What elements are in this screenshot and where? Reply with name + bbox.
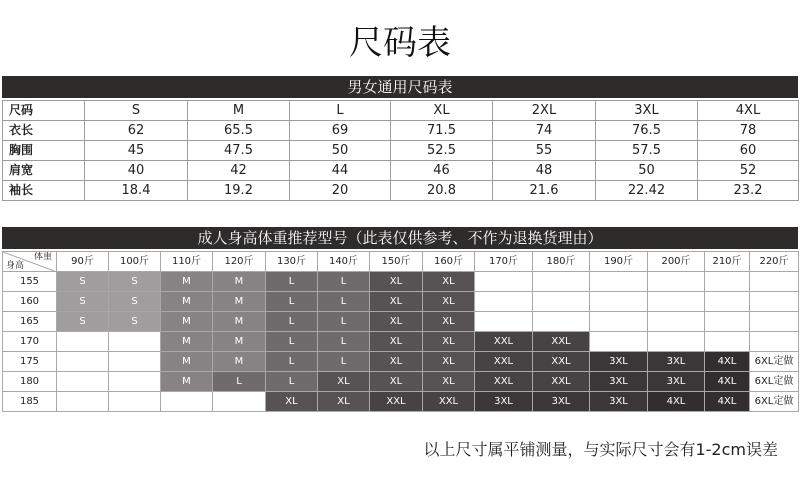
measurement-label: 胸围: [3, 141, 85, 161]
recommended-size-cell: 6XL定做: [750, 372, 799, 392]
recommended-size-cell: [705, 292, 750, 312]
measurement-value: 19.2: [188, 181, 290, 201]
recommended-size-cell: XL: [423, 352, 475, 372]
recommended-size-cell: XXL: [475, 332, 533, 352]
recommended-size-cell: [57, 352, 109, 372]
corner-weight-label: 体重: [33, 252, 52, 262]
measurement-value: 76.5: [596, 121, 698, 141]
recommended-size-cell: L: [318, 272, 370, 292]
recommended-size-cell: [590, 272, 648, 292]
corner-height-label: 身高: [6, 261, 25, 271]
measurement-value: 45: [85, 141, 188, 161]
measurement-row: [3, 141, 799, 161]
size-table-header: 男女通用尺码表: [2, 76, 798, 98]
recommended-size-cell: XL: [266, 392, 318, 412]
recommended-size-cell: [57, 372, 109, 392]
measurement-value: 40: [85, 161, 188, 181]
corner-cell: [3, 252, 57, 272]
recommended-size-cell: [109, 352, 161, 372]
recommended-size-cell: [750, 332, 799, 352]
recommended-size-cell: [213, 392, 266, 412]
measurement-value: 46: [391, 161, 493, 181]
measurement-value: 23.2: [698, 181, 799, 201]
recommended-size-cell: 4XL: [705, 372, 750, 392]
weight-column-header: 100斤: [109, 252, 161, 272]
recommended-size-cell: [705, 272, 750, 292]
recommended-size-cell: 3XL: [533, 392, 590, 412]
recommended-size-cell: [750, 292, 799, 312]
recommended-size-cell: 4XL: [705, 352, 750, 372]
recommended-size-cell: M: [213, 272, 266, 292]
recommended-size-cell: 3XL: [475, 392, 533, 412]
recommended-size-cell: [533, 272, 590, 292]
recommended-size-cell: [475, 292, 533, 312]
recommended-size-cell: [475, 312, 533, 332]
measurement-value: 48: [493, 161, 596, 181]
recommended-size-cell: XXL: [533, 372, 590, 392]
recommendation-table: [2, 251, 799, 412]
recommended-size-cell: XL: [423, 332, 475, 352]
recommended-size-cell: XL: [370, 292, 423, 312]
recommended-size-cell: [750, 312, 799, 332]
recommended-size-cell: [705, 332, 750, 352]
recommended-size-cell: 3XL: [590, 372, 648, 392]
recommended-size-cell: XL: [318, 392, 370, 412]
height-row: [3, 352, 799, 372]
measurement-row: [3, 121, 799, 141]
recommended-size-cell: M: [161, 372, 213, 392]
recommended-size-cell: M: [161, 312, 213, 332]
measurement-value: 78: [698, 121, 799, 141]
size-column-header: L: [290, 101, 391, 121]
recommendation-table-header: 成人身高体重推荐型号（此表仅供参考、不作为退换货理由）: [2, 227, 798, 249]
recommended-size-cell: L: [266, 352, 318, 372]
measurement-value: 55: [493, 141, 596, 161]
height-row: [3, 312, 799, 332]
height-row: [3, 372, 799, 392]
recommended-size-cell: S: [57, 312, 109, 332]
height-label: 170: [3, 332, 57, 352]
recommended-size-cell: [533, 312, 590, 332]
weight-row: [3, 252, 799, 272]
measurement-value: 47.5: [188, 141, 290, 161]
recommended-size-cell: [109, 372, 161, 392]
measurement-value: 50: [596, 161, 698, 181]
recommended-size-cell: M: [213, 332, 266, 352]
measurement-value: 52: [698, 161, 799, 181]
weight-column-header: 160斤: [423, 252, 475, 272]
recommended-size-cell: L: [318, 292, 370, 312]
size-column-header: S: [85, 101, 188, 121]
recommended-size-cell: S: [109, 292, 161, 312]
measurement-value: 52.5: [391, 141, 493, 161]
weight-column-header: 140斤: [318, 252, 370, 272]
measurement-label: 肩宽: [3, 161, 85, 181]
height-label: 180: [3, 372, 57, 392]
recommended-size-cell: L: [266, 312, 318, 332]
measurement-value: 62: [85, 121, 188, 141]
height-row: [3, 332, 799, 352]
recommended-size-cell: 4XL: [705, 392, 750, 412]
size-table: [2, 100, 799, 201]
recommended-size-cell: XL: [423, 372, 475, 392]
recommended-size-cell: M: [161, 272, 213, 292]
weight-column-header: 180斤: [533, 252, 590, 272]
measurement-row: [3, 181, 799, 201]
recommended-size-cell: M: [213, 352, 266, 372]
measurement-value: 42: [188, 161, 290, 181]
recommended-size-cell: XXL: [475, 372, 533, 392]
measurement-value: 20: [290, 181, 391, 201]
recommended-size-cell: [648, 292, 705, 312]
recommended-size-cell: [648, 312, 705, 332]
recommended-size-cell: M: [161, 292, 213, 312]
recommended-size-cell: L: [213, 372, 266, 392]
height-label: 155: [3, 272, 57, 292]
recommended-size-cell: 3XL: [590, 392, 648, 412]
height-label: 160: [3, 292, 57, 312]
recommended-size-cell: [109, 392, 161, 412]
recommended-size-cell: XL: [423, 312, 475, 332]
recommended-size-cell: 6XL定做: [750, 352, 799, 372]
height-label: 175: [3, 352, 57, 372]
recommended-size-cell: S: [109, 312, 161, 332]
recommended-size-cell: [590, 312, 648, 332]
height-label: 165: [3, 312, 57, 332]
weight-column-header: 150斤: [370, 252, 423, 272]
measurement-value: 20.8: [391, 181, 493, 201]
recommended-size-cell: L: [318, 312, 370, 332]
recommended-size-cell: [590, 332, 648, 352]
recommended-size-cell: XXL: [475, 352, 533, 372]
size-column-header: M: [188, 101, 290, 121]
recommended-size-cell: XL: [370, 272, 423, 292]
recommended-size-cell: 3XL: [648, 352, 705, 372]
measurement-value: 22.42: [596, 181, 698, 201]
height-row: [3, 272, 799, 292]
measurement-value: 57.5: [596, 141, 698, 161]
recommended-size-cell: XXL: [370, 392, 423, 412]
measurement-value: 50: [290, 141, 391, 161]
weight-column-header: 90斤: [57, 252, 109, 272]
recommended-size-cell: L: [318, 352, 370, 372]
recommended-size-cell: 6XL定做: [750, 392, 799, 412]
measurement-value: 69: [290, 121, 391, 141]
recommended-size-cell: XL: [370, 372, 423, 392]
recommended-size-cell: M: [161, 352, 213, 372]
recommended-size-cell: XL: [370, 332, 423, 352]
recommended-size-cell: S: [57, 292, 109, 312]
recommended-size-cell: M: [161, 332, 213, 352]
recommended-size-cell: 3XL: [590, 352, 648, 372]
size-label: 尺码: [3, 101, 85, 121]
measurement-value: 21.6: [493, 181, 596, 201]
recommended-size-cell: M: [213, 312, 266, 332]
recommended-size-cell: L: [266, 272, 318, 292]
recommended-size-cell: 3XL: [648, 372, 705, 392]
recommended-size-cell: XL: [318, 372, 370, 392]
recommended-size-cell: XXL: [423, 392, 475, 412]
measurement-label: 袖长: [3, 181, 85, 201]
recommended-size-cell: [57, 392, 109, 412]
weight-column-header: 220斤: [750, 252, 799, 272]
recommended-size-cell: L: [266, 292, 318, 312]
height-row: [3, 392, 799, 412]
size-row: [3, 101, 799, 121]
height-row: [3, 292, 799, 312]
recommended-size-cell: XL: [423, 272, 475, 292]
height-label: 185: [3, 392, 57, 412]
recommended-size-cell: [57, 332, 109, 352]
recommended-size-cell: XXL: [533, 332, 590, 352]
recommended-size-cell: L: [318, 332, 370, 352]
page-title: 尺码表: [349, 23, 451, 63]
weight-column-header: 190斤: [590, 252, 648, 272]
recommended-size-cell: 4XL: [648, 392, 705, 412]
size-column-header: 3XL: [596, 101, 698, 121]
weight-column-header: 210斤: [705, 252, 750, 272]
weight-column-header: 200斤: [648, 252, 705, 272]
recommended-size-cell: [590, 292, 648, 312]
recommended-size-cell: [109, 332, 161, 352]
recommended-size-cell: S: [57, 272, 109, 292]
recommended-size-cell: M: [213, 292, 266, 312]
measurement-value: 71.5: [391, 121, 493, 141]
size-column-header: 2XL: [493, 101, 596, 121]
recommended-size-cell: S: [109, 272, 161, 292]
measurement-label: 衣长: [3, 121, 85, 141]
weight-column-header: 120斤: [213, 252, 266, 272]
size-column-header: XL: [391, 101, 493, 121]
recommended-size-cell: XL: [423, 292, 475, 312]
recommended-size-cell: [161, 392, 213, 412]
measurement-value: 65.5: [188, 121, 290, 141]
recommended-size-cell: [648, 272, 705, 292]
weight-column-header: 110斤: [161, 252, 213, 272]
recommended-size-cell: L: [266, 372, 318, 392]
measurement-note: 以上尺寸属平铺测量，与实际尺寸会有1-2cm误差: [423, 440, 778, 459]
measurement-value: 44: [290, 161, 391, 181]
size-column-header: 4XL: [698, 101, 799, 121]
recommended-size-cell: [705, 312, 750, 332]
recommended-size-cell: [533, 292, 590, 312]
recommended-size-cell: XL: [370, 352, 423, 372]
recommended-size-cell: [648, 332, 705, 352]
measurement-row: [3, 161, 799, 181]
weight-column-header: 170斤: [475, 252, 533, 272]
recommended-size-cell: XXL: [533, 352, 590, 372]
recommended-size-cell: L: [266, 332, 318, 352]
weight-column-header: 130斤: [266, 252, 318, 272]
recommended-size-cell: [475, 272, 533, 292]
recommended-size-cell: XL: [370, 312, 423, 332]
measurement-value: 74: [493, 121, 596, 141]
measurement-value: 18.4: [85, 181, 188, 201]
recommended-size-cell: [750, 272, 799, 292]
measurement-value: 60: [698, 141, 799, 161]
